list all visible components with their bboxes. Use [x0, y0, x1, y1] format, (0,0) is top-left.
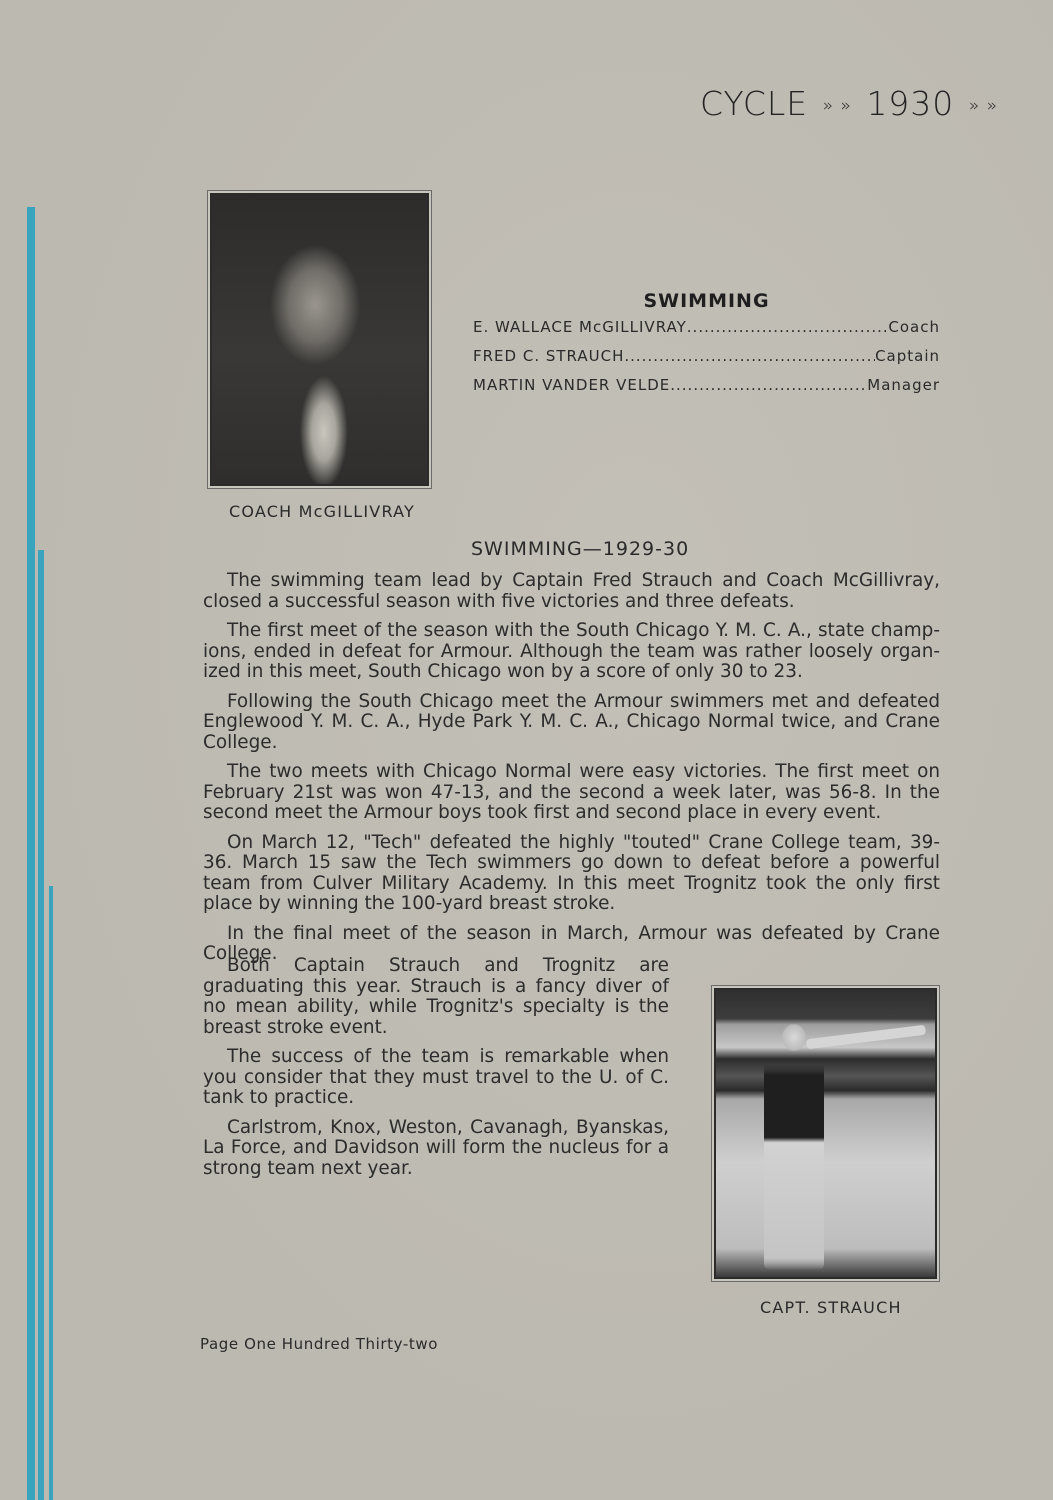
decorative-blue-stripe — [27, 207, 35, 1500]
decorative-blue-stripe — [49, 886, 53, 1500]
article-body-continued — [203, 956, 669, 1188]
article-paragraph: Following the South Chicago meet the Armour swimmers met and defeated Englewood Y. M. C. A., Hyde Park Y. M. C. A., Chicago Normal twice, and Crane College. — [203, 690, 940, 753]
roster-role: Coach — [888, 318, 940, 336]
captain-photo-caption: CAPT. STRAUCH — [760, 1298, 902, 1317]
article-paragraph: The success of the team is remarkable when you consider that they must travel to the U. of C. tank to practice. — [203, 1046, 669, 1108]
coach-portrait-photo — [210, 193, 429, 486]
article-paragraph: The two meets with Chicago Normal were easy victories. The first meet on February 21st was won 47-13, and the second a week later, was 56-8. In the second meet the Armour boys took first and second place in every event. — [203, 761, 940, 823]
swimmer-figure — [764, 1020, 824, 1270]
roster-name: MARTIN VANDER VELDE — [473, 376, 671, 394]
roster-role: Manager — [867, 376, 940, 394]
leader-dots — [670, 376, 867, 394]
header-separator: » » — [822, 96, 852, 116]
roster-role: Captain — [875, 347, 940, 365]
roster-name: E. WALLACE McGILLIVRAY — [473, 318, 687, 336]
article-body — [203, 571, 940, 974]
article-title: SWIMMING—1929-30 — [471, 538, 690, 560]
decorative-blue-stripe — [38, 550, 44, 1500]
roster-row — [473, 376, 940, 405]
article-paragraph: On March 12, "Tech" defeated the highly "touted" Crane College team, 39-36. March 15 saw the Tech swimmers go down to defeat before a powerful team from Culver Military Academy. In this meet Trognitz took the only first place by winning the 100-yard breast stroke. — [203, 831, 940, 914]
roster-title: SWIMMING — [643, 290, 770, 312]
captain-swimmer-photo — [714, 988, 937, 1279]
roster-name: FRED C. STRAUCH — [473, 347, 625, 365]
running-header — [700, 84, 1001, 123]
leader-dots — [687, 318, 889, 336]
article-paragraph: In the final meet of the season in March, Armour was defeated by Crane College. — [203, 922, 940, 964]
team-roster — [473, 290, 940, 405]
header-year: 1930 — [866, 84, 955, 123]
coach-photo-caption: COACH McGILLIVRAY — [229, 502, 415, 521]
article-paragraph: The swimming team lead by Captain Fred Strauch and Coach McGillivray, closed a successful season with five victories and three defeats. — [203, 570, 940, 612]
roster-row — [473, 318, 940, 347]
header-trailing: » » — [968, 96, 999, 116]
leader-dots — [624, 347, 875, 365]
article-paragraph: The first meet of the season with the South Chicago Y. M. C. A., state champions, ended in defeat for Armour. Although the team was rather loosely organized in this meet, South Chicago won by a score of only 30 to 23. — [203, 620, 940, 682]
header-title-word: CYCLE — [700, 84, 809, 123]
page-number: Page One Hundred Thirty-two — [200, 1335, 438, 1353]
roster-row — [473, 347, 940, 376]
article-paragraph: Both Captain Strauch and Trognitz are graduating this year. Strauch is a fancy diver of no mean ability, while Trognitz's specialty is the breast stroke event. — [203, 955, 669, 1038]
article-paragraph: Carlstrom, Knox, Weston, Cavanagh, Byanskas, La Force, and Davidson will form the nucleus for a strong team next year. — [203, 1116, 669, 1179]
swimmer-arms — [806, 1025, 926, 1050]
